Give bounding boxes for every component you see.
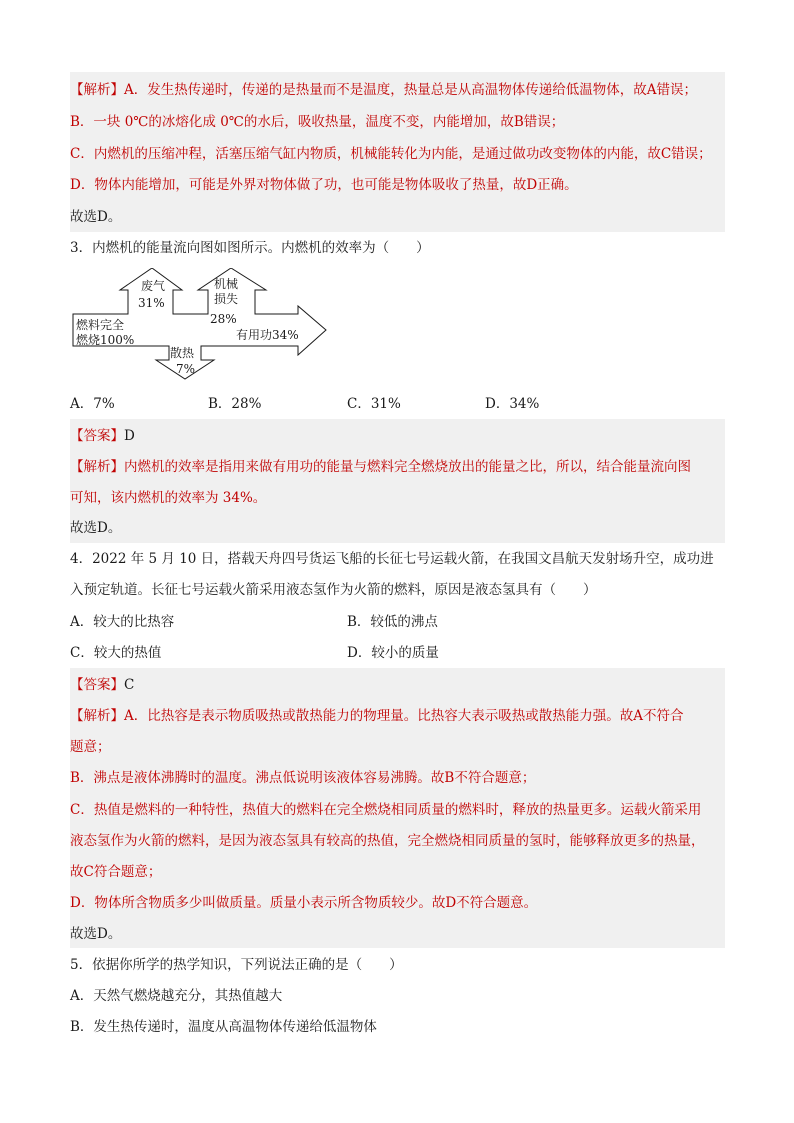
q4-option-c: C．较大的热值 [70,645,162,661]
energy-flow-diagram [70,268,330,388]
input-label-1: 燃料完全 [76,318,125,332]
heat-loss-value: 7% [176,362,196,376]
q3-option-d: D．34% [485,396,540,412]
question-5-stem: 5．依据你所学的热学知识，下列说法正确的是（ ） [70,957,403,973]
question-3-stem: 3．内燃机的能量流向图如图所示。内燃机的效率为（ ） [70,240,430,256]
conclusion: 故选D。 [70,209,122,225]
q4-analysis-line: C．热值是燃料的一种特性，热值大的燃料在完全燃烧相同质量的燃料时，释放的热量更多。运载火箭采用 [70,802,702,818]
analysis-line: D．物体内能增加，可能是外界对物体做了功，也可能是物体吸收了热量，故D正确。 [70,177,578,193]
analysis-line: C．内燃机的压缩冲程，活塞压缩气缸内物质，机械能转化为内能，是通过做功改变物体的内能，故C错误； [70,146,712,162]
answer-value: C [124,677,135,693]
answer-value: D [124,428,135,444]
q3-analysis-line: 可知，该内燃机的效率为 34%。 [70,490,267,506]
q3-option-a: A．7% [70,396,115,412]
heat-loss-label: 散热 [170,346,195,360]
q4-analysis-line: D．物体所含物质多少叫做质量。质量小表示所含物质较少。故D不符合题意。 [70,895,538,911]
question-4-stem-line: 入预定轨道。长征七号运载火箭采用液态氢作为火箭的燃料，原因是液态氢具有（ ） [70,582,597,598]
q3-analysis-line [70,457,691,477]
analysis-tag: 【解析】 [70,708,124,724]
answer-tag: 【答案】 [70,428,124,444]
q3-option-c: C．31% [347,396,401,412]
question-4-stem-line: 4．2022 年 5 月 10 日，搭载天舟四号货运飞船的长征七号运载火箭，在我国文昌航天发射场升空，成功进 [70,551,714,567]
analysis-line [70,80,697,100]
q3-answer-block [70,419,725,543]
analysis-tag: 【解析】 [70,459,124,475]
input-label-2: 燃烧100% [76,333,135,347]
q4-answer [70,675,134,695]
q3-answer [70,426,135,446]
analysis-tag: 【解析】 [70,82,124,98]
analysis-text: A．比热容是表示物质吸热或散热能力的物理量。比热容大表示吸热或散热能力强。故A不符合 [124,708,684,724]
q4-analysis-line: 故C符合题意； [70,864,162,880]
q4-option-b: B．较低的沸点 [347,614,438,630]
q4-analysis-line: 液态氢作为火箭的燃料，是因为液态氢具有较高的热值，完全燃烧相同质量的氢时，能够释放更多的热量， [70,833,705,849]
mech-loss-value: 28% [210,312,237,326]
q4-analysis-line [70,706,684,726]
answer-tag: 【答案】 [70,677,124,693]
useful-work-label: 有用功34% [236,328,299,342]
conclusion: 故选D。 [70,520,122,536]
mech-loss-label-2: 损失 [214,292,239,306]
q3-option-b: B．28% [208,396,262,412]
q4-option-a: A．较大的比热容 [70,614,175,630]
waste-gas-label: 废气 [141,279,166,293]
analysis-text: A．发生热传递时，传递的是热量而不是温度，热量总是从高温物体传递给低温物体，故A错误； [124,82,697,98]
waste-gas-value: 31% [138,296,165,310]
conclusion: 故选D。 [70,926,122,942]
q4-option-d: D．较小的质量 [347,645,439,661]
analysis-text: 内燃机的效率是指用来做有用功的能量与燃料完全燃烧放出的能量之比，所以，结合能量流向图 [124,459,691,475]
analysis-line: B．一块 0℃的冰熔化成 0℃的水后，吸收热量，温度不变，内能增加，故B错误； [70,114,565,130]
q5-option-a: A．天然气燃烧越充分，其热值越大 [70,988,283,1004]
mech-loss-label-1: 机械 [214,277,239,291]
q4-analysis-line: B．沸点是液体沸腾时的温度。沸点低说明该液体容易沸腾。故B不符合题意； [70,770,536,786]
q4-analysis-line: 题意； [70,739,111,755]
q5-option-b: B．发生热传递时，温度从高温物体传递给低温物体 [70,1019,377,1035]
